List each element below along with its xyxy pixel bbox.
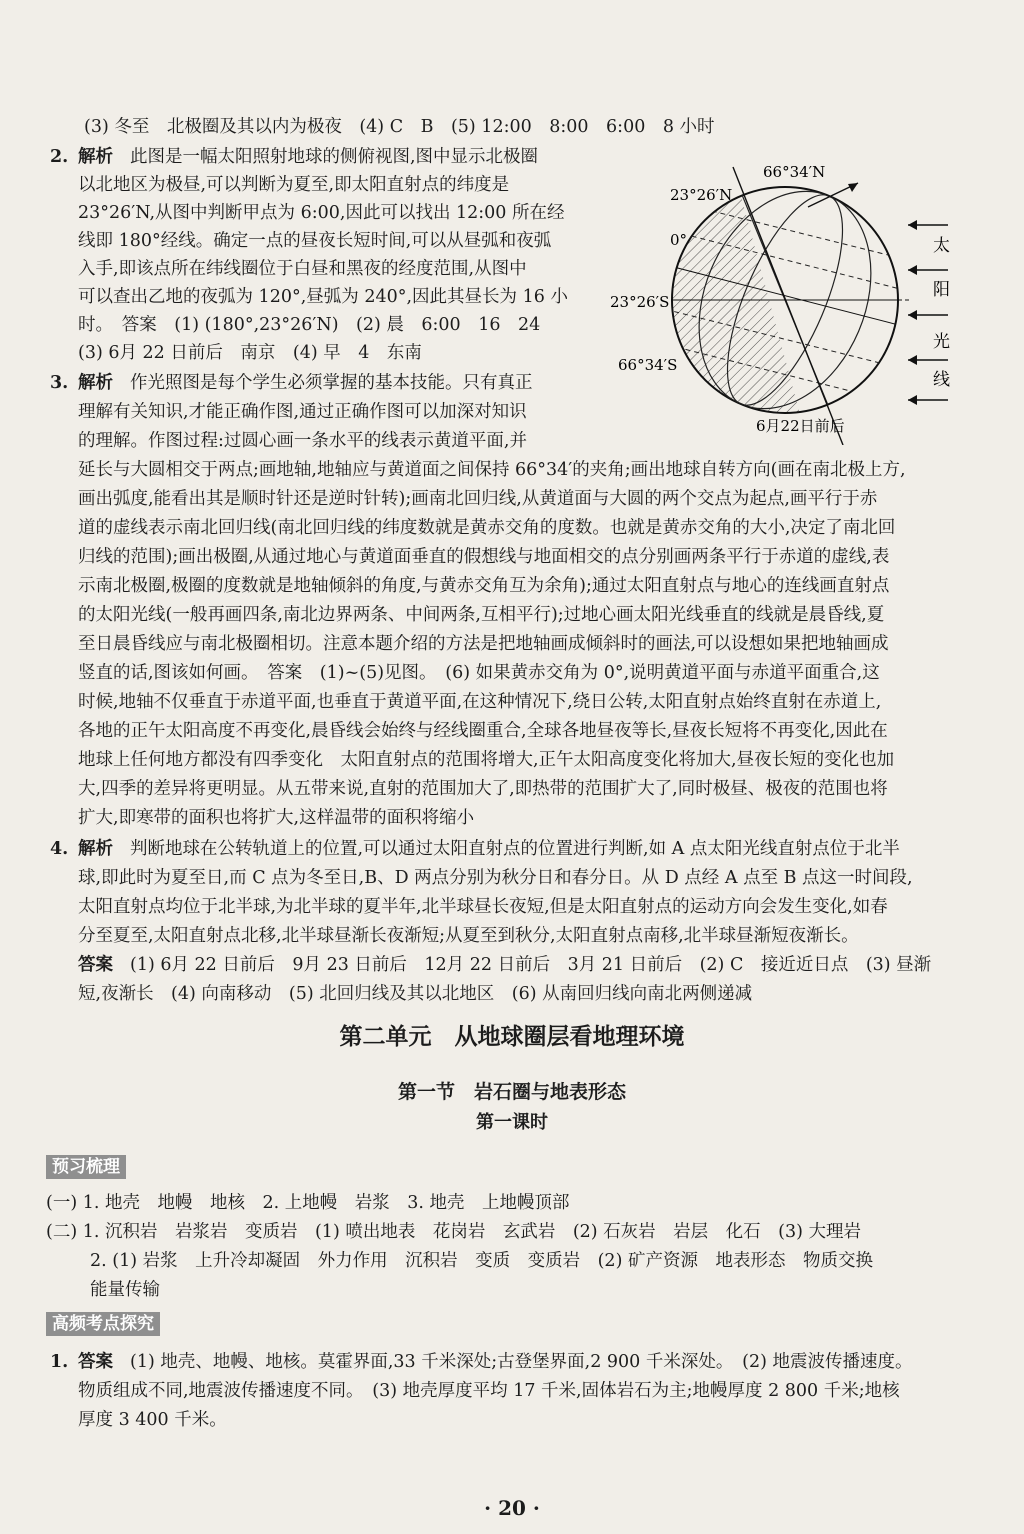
sun-char: 光 (933, 332, 950, 352)
text-line: 示南北极圈,极圈的度数就是地轴倾斜的角度,与黄赤交角互为余角);通过太阳直射点与地心的连线画直射点 (78, 576, 890, 596)
unit-title: 第二单元 从地球圈层看地理环境 (339, 1023, 685, 1050)
text-line: 入手,即该点所在纬线圈位于白昼和黑夜的经度范围,从图中 (78, 259, 527, 279)
text-line: 判断地球在公转轨道上的位置,可以通过太阳直射点的位置进行判断,如 A 点太阳光线直射点位于北半 (130, 839, 900, 859)
lesson-title: 第一课时 (476, 1112, 548, 1133)
diagram-caption: 6月22日前后 (756, 417, 845, 435)
sunlight-diagram (608, 155, 988, 445)
sun-char: 太 (933, 236, 950, 256)
text-line: 时候,地轴不仅垂直于赤道平面,也垂直于黄道平面,在这种情况下,绕日公转,太阳直射点始终直射在赤道上, (78, 692, 882, 712)
text-line: 至日晨昏线应与南北极圈相切。注意本题介绍的方法是把地轴画成倾斜时的画法,可以设想如果把地轴画成 (78, 634, 889, 654)
label-0: 0° (670, 231, 688, 249)
text-line: 的太阳光线(一般再画四条,南北边界两条、中间两条,互相平行);过地心画太阳光线垂直的线就是晨昏线,夏 (78, 605, 885, 625)
text-line: (1) 6月 22 日前后 9月 23 日前后 12月 22 日前后 3月 21 日前后 (2) C 接近近日点 (3) 昼渐 (130, 955, 932, 975)
analysis-label: 解析 (78, 373, 113, 393)
text-line: 画出弧度,能看出其是顺时针还是逆时针转);画南北回归线,从黄道面与大圆的两个交点为起点,画平行于赤 (78, 489, 878, 509)
label-23-26-s: 23°26′S (610, 293, 670, 311)
preview-tag: 预习梳理 (46, 1155, 126, 1179)
text-line: (3) 冬至 北极圈及其以内为极夜 (4) C B (5) 12:00 8:00 6:00 8 小时 (84, 117, 715, 137)
analysis-label: 解析 (78, 147, 113, 167)
text-line: 分至夏至,太阳直射点北移,北半球昼渐长夜渐短;从夏至到秋分,太阳直射点南移,北半球昼渐短夜渐长。 (78, 926, 859, 946)
text-line: 以北地区为极昼,可以判断为夏至,即太阳直射点的纬度是 (78, 175, 510, 195)
text-line: 太阳直射点均位于北半球,为北半球的夏半年,北半球昼长夜短,但是太阳直射点的运动方向会发生变化,如春 (78, 897, 888, 917)
page-number: · 20 · (484, 1496, 540, 1520)
text-line: 物质组成不同,地震波传播速度不同。 (3) 地壳厚度平均 17 千米,固体岩石为主;地幔厚度 2 800 千米;地核 (78, 1381, 900, 1401)
text-line: (二) 1. 沉积岩 岩浆岩 变质岩 (1) 喷出地表 花岗岩 玄武岩 (2) 石灰岩 岩层 化石 (3) 大理岩 (46, 1222, 862, 1242)
text-line: 2. (1) 岩浆 上升冷却凝固 外力作用 沉积岩 变质 变质岩 (2) 矿产资源 地表形态 物质交换 (90, 1251, 873, 1271)
question-number: 4. (50, 839, 69, 859)
text-line: 球,即此时为夏至日,而 C 点为冬至日,B、D 两点分别为秋分日和春分日。从 D 点经 A 点至 B 点这一时间段, (78, 868, 913, 888)
label-66-34-n: 66°34′N (763, 163, 826, 181)
question-number: 2. (50, 147, 69, 167)
question-number: 3. (50, 373, 69, 393)
text-line: 短,夜渐长 (4) 向南移动 (5) 北回归线及其以北地区 (6) 从南回归线向南北两侧递减 (78, 984, 753, 1004)
question-number: 1. (50, 1352, 69, 1372)
text-line: (1) 地壳、地幔、地核。莫霍界面,33 千米深处;古登堡界面,2 900 千米深处。 (2) 地震波传播速度。 (130, 1352, 913, 1372)
text-line: 归线的范围);画出极圈,从通过地心与黄道面垂直的假想线与地面相交的点分别画两条平行于赤道的虚线,表 (78, 547, 890, 567)
answer-label: 答案 (78, 1352, 113, 1372)
text-line: 此图是一幅太阳照射地球的侧俯视图,图中显示北极圈 (130, 147, 539, 167)
text-line: 能量传输 (90, 1280, 160, 1300)
text-line: 扩大,即寒带的面积也将扩大,这样温带的面积将缩小 (78, 808, 475, 828)
text-line: (3) 6月 22 日前后 南京 (4) 早 4 东南 (78, 343, 422, 363)
text-line: 作光照图是每个学生必须掌握的基本技能。只有真正 (130, 373, 533, 393)
answer-label: 答案 (78, 955, 113, 975)
text-line: 各地的正午太阳高度不再变化,晨昏线会始终与经线圈重合,全球各地昼夜等长,昼夜长短将不再变化,因此在 (78, 721, 888, 741)
text-line: 的理解。作图过程:过圆心画一条水平的线表示黄道平面,并 (78, 431, 527, 451)
text-line: 地球上任何地方都没有四季变化 太阳直射点的范围将增大,正午太阳高度变化将加大,昼夜长短的变化也加 (78, 750, 895, 770)
arrow-heads (908, 220, 917, 405)
label-23-26-n: 23°26′N (670, 186, 733, 204)
text-line: 厚度 3 400 千米。 (78, 1410, 227, 1430)
analysis-label: 解析 (78, 839, 113, 859)
section-title: 第一节 岩石圈与地表形态 (397, 1081, 626, 1103)
label-66-34-s: 66°34′S (618, 356, 678, 374)
sun-char: 阳 (933, 280, 950, 300)
text-line: 时。 答案 (1) (180°,23°26′N) (2) 晨 6:00 16 24 (78, 315, 541, 335)
text-line: 线即 180°经线。确定一点的昼夜长短时间,可以从昼弧和夜弧 (78, 231, 552, 251)
text-line: (一) 1. 地壳 地幔 地核 2. 上地幔 岩浆 3. 地壳 上地幔顶部 (46, 1193, 570, 1213)
text-line: 23°26′N,从图中判断甲点为 6:00,因此可以找出 12:00 所在经 (78, 203, 565, 223)
text-line: 道的虚线表示南北回归线(南北回归线的纬度数就是黄赤交角的度数。也就是黄赤交角的大小,决定了南北回 (78, 518, 896, 538)
text-line: 理解有关知识,才能正确作图,通过正确作图可以加深对知识 (78, 402, 527, 422)
sun-char: 线 (933, 370, 950, 390)
explore-tag: 高频考点探究 (46, 1312, 160, 1336)
text-line: 竖直的话,图该如何画。 答案 (1)~(5)见图。 (6) 如果黄赤交角为 0°,说明黄道平面与赤道平面重合,这 (78, 663, 880, 683)
text-line: 大,四季的差异将更明显。从五带来说,直射的范围加大了,即热带的范围扩大了,同时极昼、极夜的范围也将 (78, 779, 888, 799)
text-line: 可以查出乙地的夜弧为 120°,昼弧为 240°,因此其昼长为 16 小 (78, 287, 568, 307)
text-line: 延长与大圆相交于两点;画地轴,地轴应与黄道面之间保持 66°34′的夹角;画出地球自转方向(画在南北极上方, (78, 460, 906, 480)
